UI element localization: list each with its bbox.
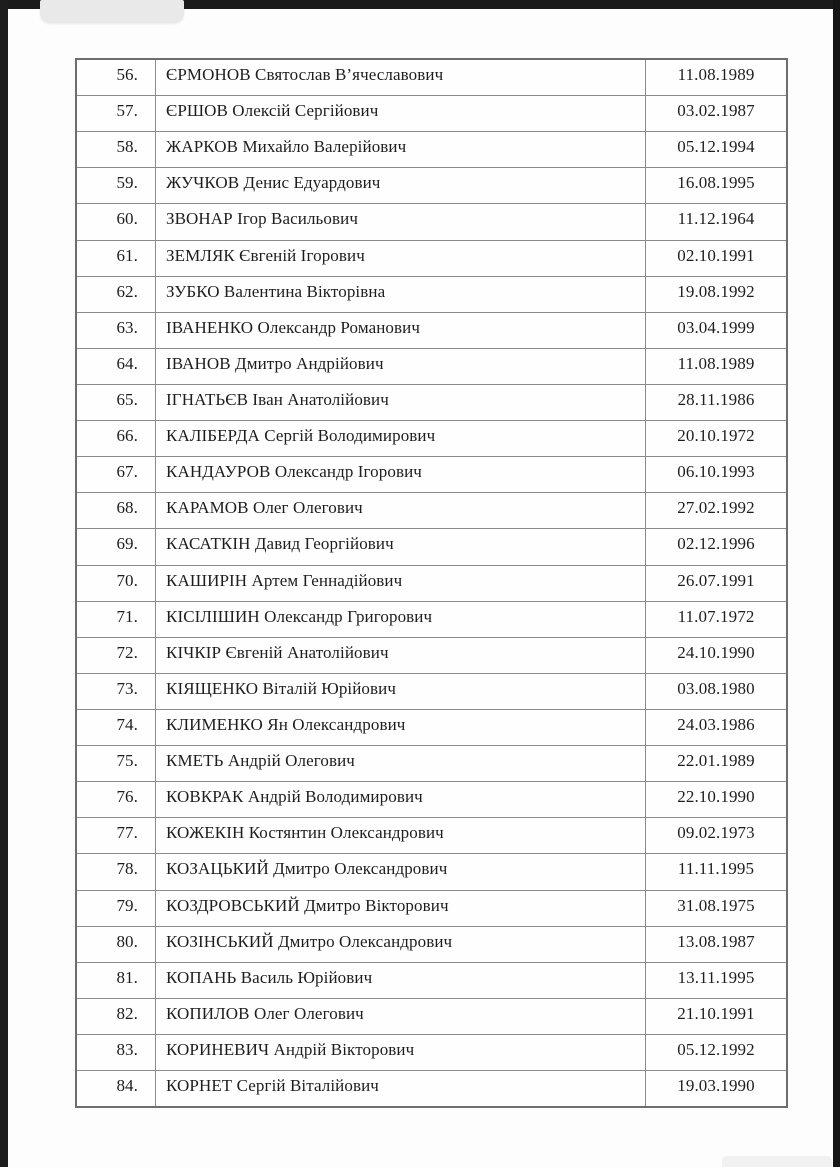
viewer-left-edge [0, 0, 8, 1167]
full-name-cell: ІВАНОВ Дмитро Андрійович [155, 349, 646, 384]
table-row [77, 312, 786, 348]
row-number-cell: 83. [116, 1039, 138, 1059]
birth-date-cell: 11.07.1972 [677, 606, 755, 626]
table-row [77, 601, 786, 637]
row-number-cell: 58. [116, 137, 138, 157]
birth-date-cell: 03.04.1999 [677, 317, 755, 337]
row-number-cell: 60. [116, 209, 138, 229]
full-name-cell: ЄРШОВ Олексій Сергійович [155, 96, 646, 131]
table-row [77, 492, 786, 528]
full-name-cell: КІЧКІР Євгеній Анатолійович [155, 638, 646, 673]
table-row [77, 203, 786, 239]
birth-date-cell: 26.07.1991 [677, 570, 755, 590]
birth-date-cell: 11.08.1989 [677, 353, 755, 373]
full-name-cell: ЖАРКОВ Михайло Валерійович [155, 132, 646, 167]
table-row [77, 348, 786, 384]
row-number-cell: 77. [116, 823, 138, 843]
table-row [77, 95, 786, 131]
full-name-cell: КОВКРАК Андрій Володимирович [155, 782, 646, 817]
full-name-cell: КОРИНЕВИЧ Андрій Вікторович [155, 1035, 646, 1070]
birth-date-cell: 20.10.1972 [677, 426, 755, 446]
table-row [77, 1034, 786, 1070]
table-row [77, 926, 786, 962]
birth-date-cell: 02.10.1991 [677, 245, 755, 265]
row-number-cell: 78. [116, 859, 138, 879]
full-name-cell: КОЗДРОВСЬКИЙ Дмитро Вікторович [155, 891, 646, 926]
table-row [77, 276, 786, 312]
full-name-cell: ІВАНЕНКО Олександр Романович [155, 313, 646, 348]
row-number-cell: 57. [116, 101, 138, 121]
row-number-cell: 73. [116, 678, 138, 698]
full-name-cell: КОЗАЦЬКИЙ Дмитро Олександрович [155, 854, 646, 889]
birth-date-cell: 13.11.1995 [677, 967, 755, 987]
birth-date-cell: 11.11.1995 [677, 859, 755, 879]
full-name-cell: ЗВОНАР Ігор Васильович [155, 204, 646, 239]
row-number-cell: 66. [116, 426, 138, 446]
full-name-cell: КОПАНЬ Василь Юрійович [155, 963, 646, 998]
full-name-cell: КАРАМОВ Олег Олегович [155, 493, 646, 528]
full-name-cell: ЗЕМЛЯК Євгеній Ігорович [155, 241, 646, 276]
table-row [77, 1070, 786, 1106]
table-row [77, 781, 786, 817]
table-row [77, 962, 786, 998]
birth-date-cell: 02.12.1996 [677, 534, 755, 554]
row-number-cell: 74. [116, 714, 138, 734]
row-number-cell: 72. [116, 642, 138, 662]
birth-date-cell: 21.10.1991 [677, 1003, 755, 1023]
row-number-cell: 80. [116, 931, 138, 951]
table-row [77, 745, 786, 781]
row-number-cell: 76. [116, 787, 138, 807]
table-row [77, 637, 786, 673]
birth-date-cell: 16.08.1995 [677, 173, 755, 193]
full-name-cell: КОПИЛОВ Олег Олегович [155, 999, 646, 1034]
full-name-cell: ІГНАТЬЄВ Іван Анатолійович [155, 385, 646, 420]
birth-date-cell: 24.03.1986 [677, 714, 755, 734]
birth-date-cell: 19.08.1992 [677, 281, 755, 301]
bottom-smudge [722, 1156, 832, 1167]
row-number-cell: 79. [116, 895, 138, 915]
blurred-tab [40, 0, 184, 23]
table-row [77, 131, 786, 167]
row-number-cell: 65. [116, 389, 138, 409]
row-number-cell: 68. [116, 498, 138, 518]
table-row [77, 384, 786, 420]
full-name-cell: КІЯЩЕНКО Віталій Юрійович [155, 674, 646, 709]
row-number-cell: 81. [116, 967, 138, 987]
full-name-cell: КЛИМЕНКО Ян Олександрович [155, 710, 646, 745]
birth-date-cell: 22.10.1990 [677, 787, 755, 807]
full-name-cell: КАСАТКІН Давид Георгійович [155, 529, 646, 564]
viewer-right-edge [833, 0, 840, 1167]
personnel-table [75, 58, 788, 1108]
table-row [77, 167, 786, 203]
full-name-cell: КАЛІБЕРДА Сергій Володимирович [155, 421, 646, 456]
row-number-cell: 56. [116, 65, 138, 84]
birth-date-cell: 11.12.1964 [677, 209, 755, 229]
table-row [77, 565, 786, 601]
full-name-cell: КАНДАУРОВ Олександр Ігорович [155, 457, 646, 492]
row-number-cell: 71. [116, 606, 138, 626]
row-number-cell: 59. [116, 173, 138, 193]
birth-date-cell: 05.12.1994 [677, 137, 755, 157]
birth-date-cell: 22.01.1989 [677, 751, 755, 771]
birth-date-cell: 24.10.1990 [677, 642, 755, 662]
full-name-cell: КМЕТЬ Андрій Олегович [155, 746, 646, 781]
birth-date-cell: 19.03.1990 [677, 1076, 755, 1096]
table-row [77, 673, 786, 709]
birth-date-cell: 05.12.1992 [677, 1039, 755, 1059]
table-row [77, 998, 786, 1034]
full-name-cell: КОРНЕТ Сергій Віталійович [155, 1071, 646, 1106]
full-name-cell: ЄРМОНОВ Святослав В’ячеславович [155, 60, 646, 95]
table-row [77, 709, 786, 745]
full-name-cell: ЖУЧКОВ Денис Едуардович [155, 168, 646, 203]
birth-date-cell: 03.08.1980 [677, 678, 755, 698]
table-row [77, 853, 786, 889]
row-number-cell: 69. [116, 534, 138, 554]
row-number-cell: 64. [116, 353, 138, 373]
row-number-cell: 75. [116, 751, 138, 771]
birth-date-cell: 09.02.1973 [677, 823, 755, 843]
full-name-cell: ЗУБКО Валентина Вікторівна [155, 277, 646, 312]
row-number-cell: 70. [116, 570, 138, 590]
row-number-cell: 61. [116, 245, 138, 265]
birth-date-cell: 31.08.1975 [677, 895, 755, 915]
birth-date-cell: 27.02.1992 [677, 498, 755, 518]
full-name-cell: КАШИРІН Артем Геннадійович [155, 566, 646, 601]
table-row [77, 240, 786, 276]
table-row [77, 890, 786, 926]
full-name-cell: КОЖЕКІН Костянтин Олександрович [155, 818, 646, 853]
table-row [77, 60, 786, 95]
row-number-cell: 84. [116, 1076, 138, 1096]
birth-date-cell: 28.11.1986 [677, 389, 755, 409]
birth-date-cell: 03.02.1987 [677, 101, 755, 121]
table-row [77, 817, 786, 853]
birth-date-cell: 06.10.1993 [677, 462, 755, 482]
row-number-cell: 67. [116, 462, 138, 482]
birth-date-cell: 13.08.1987 [677, 931, 755, 951]
birth-date-cell: 11.08.1989 [677, 65, 755, 84]
full-name-cell: КОЗІНСЬКИЙ Дмитро Олександрович [155, 927, 646, 962]
table-row [77, 420, 786, 456]
row-number-cell: 82. [116, 1003, 138, 1023]
table-row [77, 528, 786, 564]
row-number-cell: 63. [116, 317, 138, 337]
row-number-cell: 62. [116, 281, 138, 301]
full-name-cell: КІСІЛІШИН Олександр Григорович [155, 602, 646, 637]
table-row [77, 456, 786, 492]
